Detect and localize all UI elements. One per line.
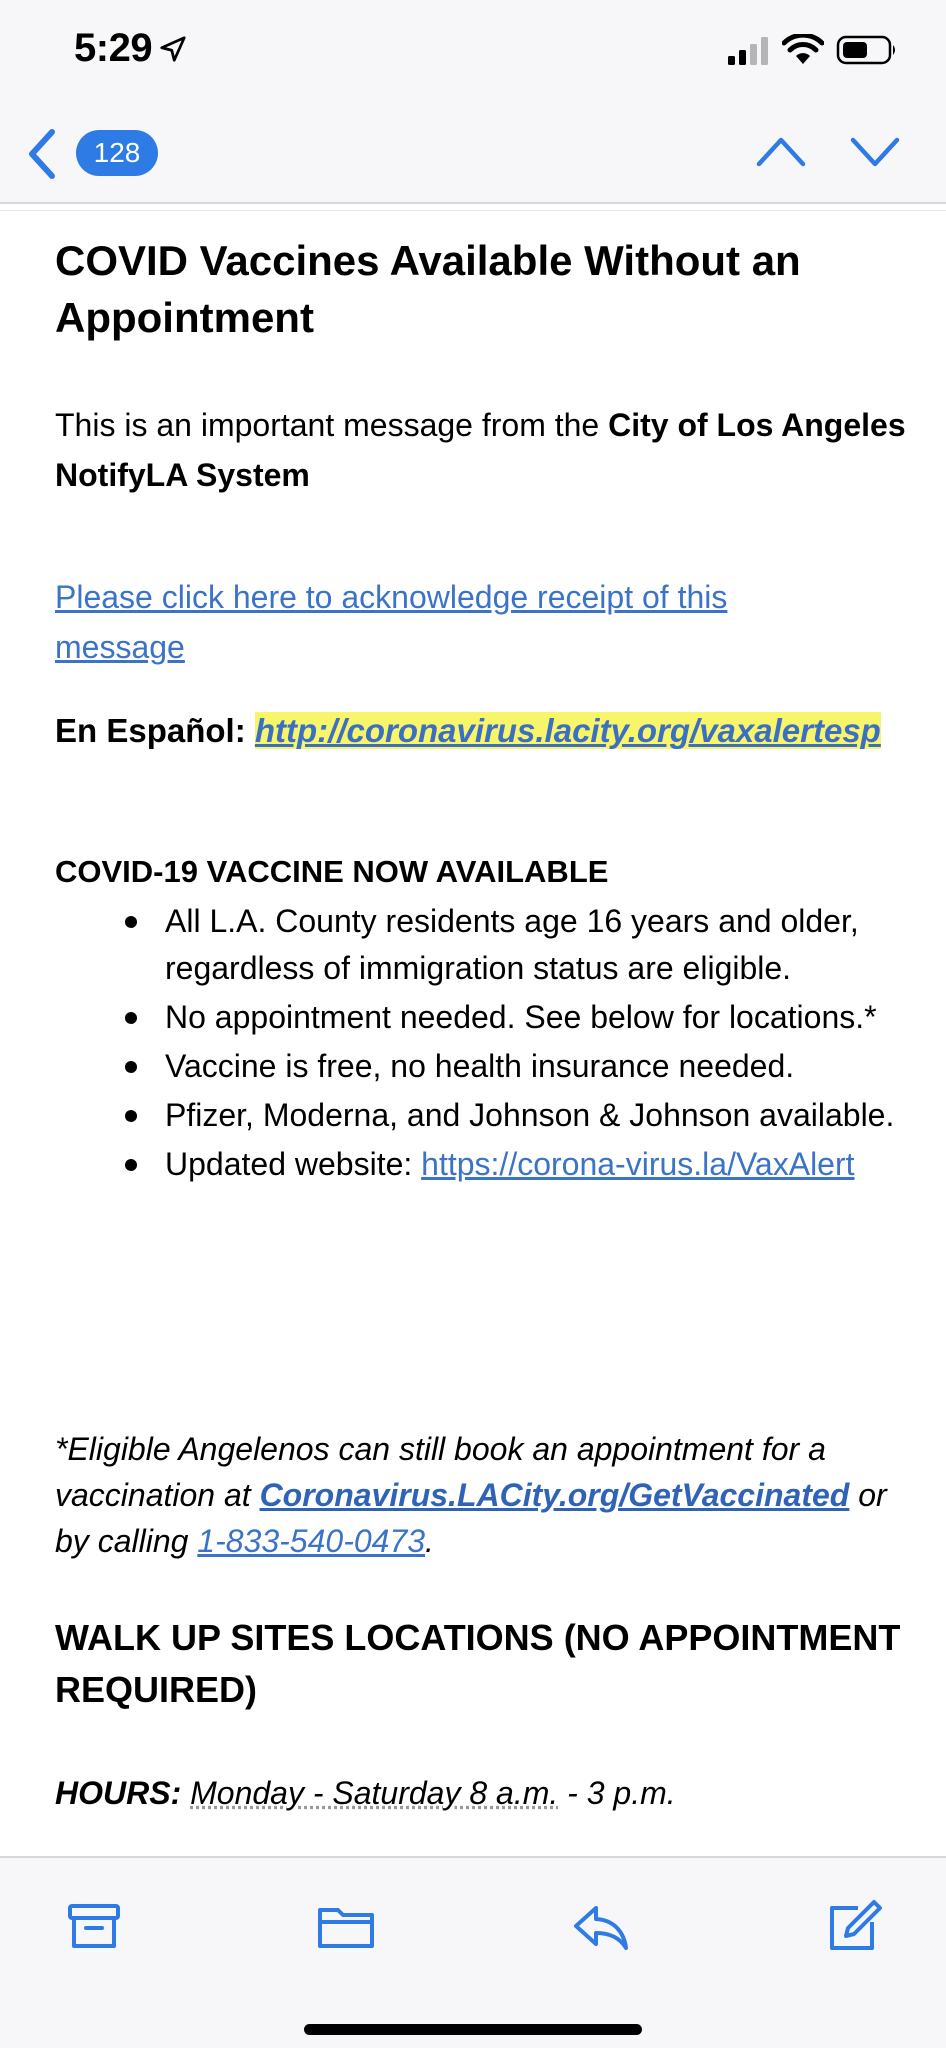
bullet-text: Pfizer, Moderna, and Johnson & Johnson available. xyxy=(165,1097,895,1133)
folder-icon[interactable] xyxy=(316,1898,376,1954)
bottom-toolbar xyxy=(0,1856,946,2048)
website-link[interactable]: https://corona-virus.la/VaxAlert xyxy=(421,1146,855,1182)
bullet-dot xyxy=(125,1061,137,1073)
wifi-icon xyxy=(782,34,824,66)
nav-bar xyxy=(0,104,946,204)
intro-paragraph xyxy=(55,400,910,500)
intro-text: This is an important message from the xyxy=(55,407,609,443)
divider xyxy=(0,210,946,211)
vaccine-bullet-list xyxy=(55,898,910,1190)
footnote-text-mid: or by calling xyxy=(55,1477,887,1559)
battery-icon xyxy=(836,34,898,66)
bullet-text: Vaccine is free, no health insurance needed. xyxy=(165,1048,795,1084)
footnote-end: . xyxy=(425,1523,434,1559)
reply-icon[interactable] xyxy=(570,1898,630,1954)
list-item xyxy=(55,994,910,1041)
hours-days: Monday - Saturday 8 a.m. xyxy=(190,1775,559,1811)
list-item xyxy=(55,1141,910,1188)
vaccine-section-title: COVID-19 VACCINE NOW AVAILABLE xyxy=(55,854,609,889)
unread-count-badge[interactable]: 128 xyxy=(76,130,158,176)
footnote-text: *Eligible Angelenos can still book an appointment for a vaccination at xyxy=(55,1431,826,1513)
get-vaccinated-link[interactable]: Coronavirus.LACity.org/GetVaccinated xyxy=(259,1477,850,1513)
espanol-line xyxy=(55,708,910,754)
list-item xyxy=(55,898,910,992)
acknowledge-link[interactable]: Please click here to acknowledge receipt of this message xyxy=(55,579,728,665)
bullet-text: No appointment needed. See below for locations.* xyxy=(165,999,877,1035)
list-item xyxy=(55,1092,910,1139)
previous-message-icon[interactable] xyxy=(756,134,806,170)
email-body xyxy=(0,204,946,1856)
hours-line xyxy=(55,1770,910,1816)
home-indicator[interactable] xyxy=(304,2024,642,2035)
cellular-signal-icon xyxy=(726,36,770,66)
website-label: Updated website: xyxy=(165,1146,422,1182)
espanol-label: En Español: xyxy=(55,712,255,749)
email-headline: COVID Vaccines Available Without an Appointment xyxy=(55,237,801,341)
list-item xyxy=(55,1043,910,1090)
walkup-section-title: WALK UP SITES LOCATIONS (NO APPOINTMENT REQUIRED) xyxy=(55,1617,901,1710)
intro-sender: City of Los Angeles NotifyLA System xyxy=(55,407,906,493)
footnote xyxy=(55,1426,910,1564)
bullet-dot xyxy=(125,1012,137,1024)
bullet-dot xyxy=(125,916,137,928)
hours-end: - 3 p.m. xyxy=(558,1775,676,1811)
compose-icon[interactable] xyxy=(824,1898,884,1954)
phone-link[interactable]: 1-833-540-0473 xyxy=(197,1523,426,1559)
status-bar xyxy=(0,0,946,104)
bullet-dot xyxy=(125,1110,137,1122)
location-arrow-icon xyxy=(158,34,188,64)
next-message-icon[interactable] xyxy=(850,134,900,170)
espanol-link[interactable]: http://coronavirus.lacity.org/vaxalertesp xyxy=(254,712,881,749)
status-time: 5:29 xyxy=(74,26,153,70)
bullet-text: All L.A. County residents age 16 years and older, regardless of immigration status are eligible. xyxy=(165,903,859,986)
bullet-dot xyxy=(125,1159,137,1171)
back-chevron-icon[interactable] xyxy=(22,126,62,182)
archive-icon[interactable] xyxy=(64,1898,124,1954)
hours-label: HOURS: xyxy=(55,1775,182,1811)
